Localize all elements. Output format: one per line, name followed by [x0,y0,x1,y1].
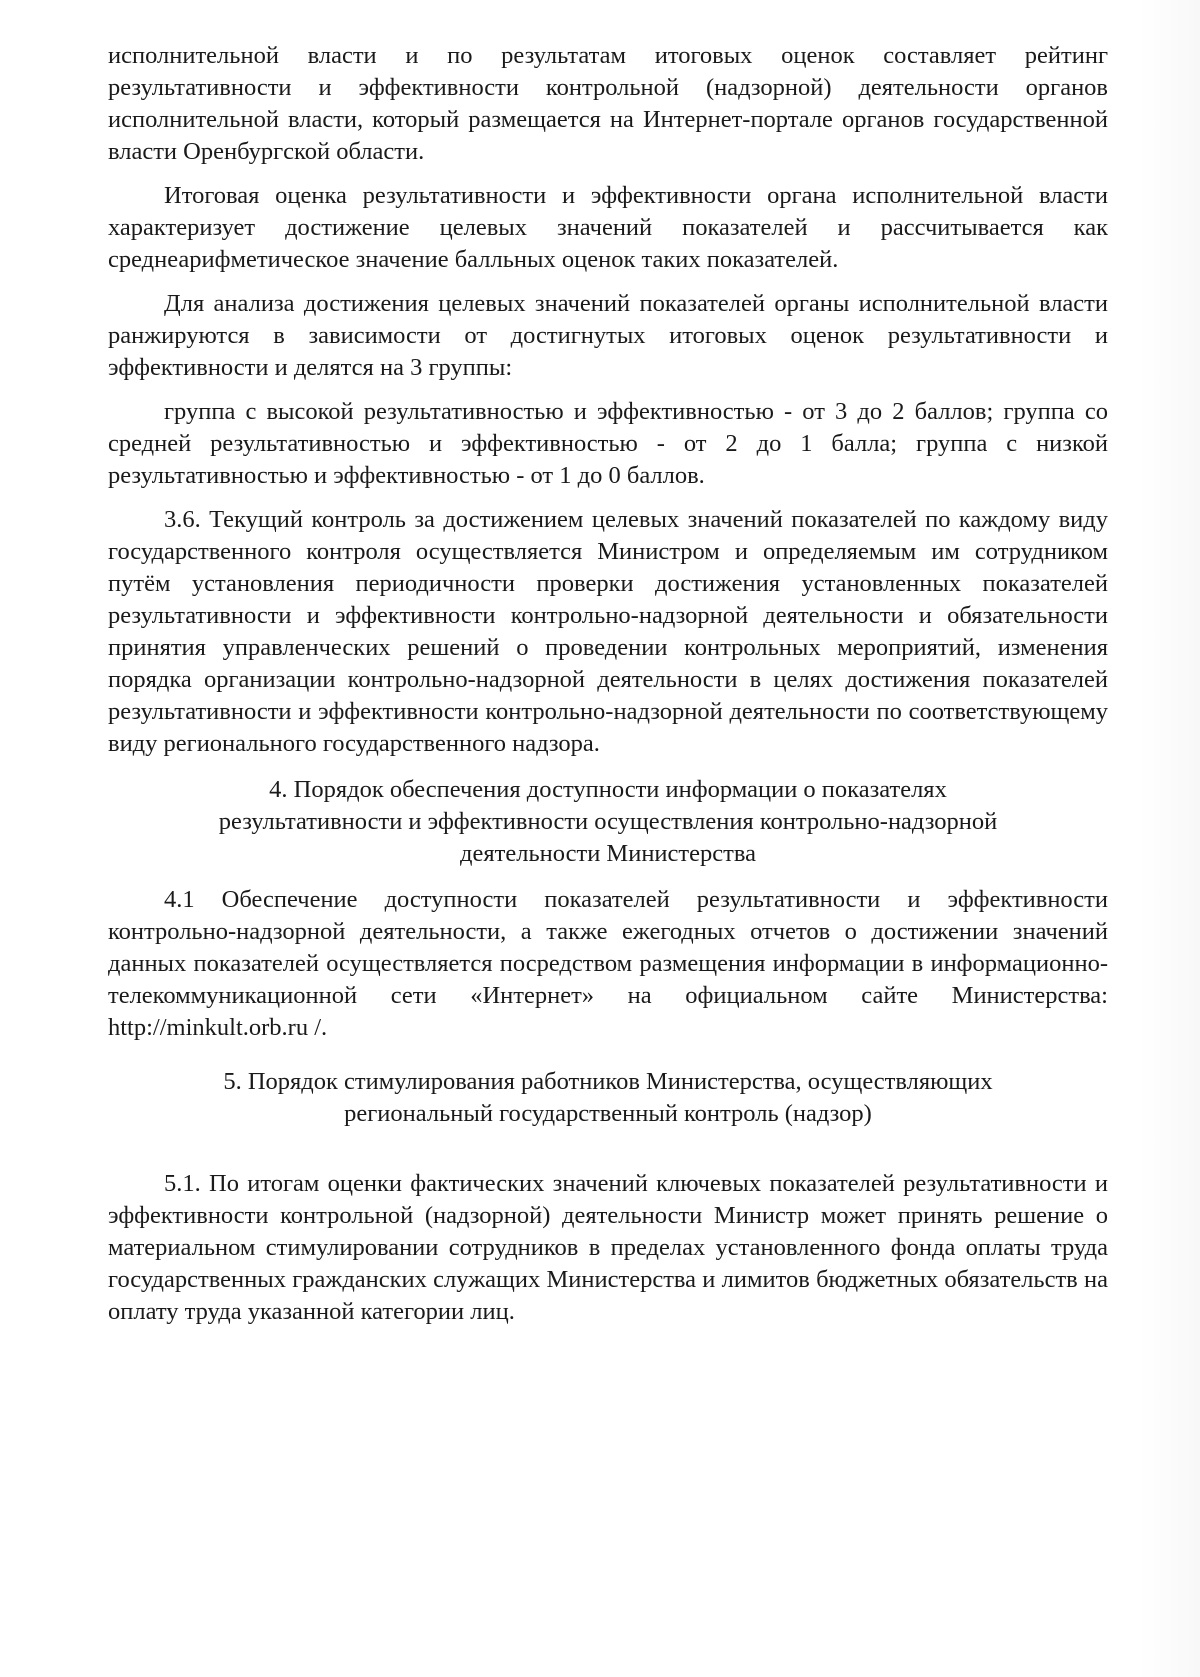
section-5-heading-line-1: 5. Порядок стимулирования работников Министерства, осуществляющих [223,1068,993,1095]
section-4-heading-line-1: 4. Порядок обеспечения доступности информации о показателях [269,776,947,803]
scan-edge-shadow [1140,0,1200,1677]
paragraph-3-6-control: 3.6. Текущий контроль за достижением целевых значений показателей по каждому виду государственного контроля осуществляется Министром и определяемым им сотрудником путём установления периодичности проверки достижения установленных показателей результативности и эффективности контрольно-надзорной деятельности и обязательности принятия управленческих решений о проведении контрольных мероприятий, изменения порядка организации контрольно-надзорной деятельности в целях достижения показателей результативности и эффективности контрольно-надзорной деятельности по соответствующему виду регионального государственного надзора. [108,506,1108,757]
document-page [108,40,1108,1328]
paragraph-5-1-incentives: 5.1. По итогам оценки фактических значений ключевых показателей результативности и эффективности контрольной (надзорной) деятельности Министр может принять решение о материальном стимулировании сотрудников в пределах установленного фонда оплаты труда государственных гражданских служащих Министерства и лимитов бюджетных обязательств на оплату труда указанной категории лиц. [108,1170,1108,1325]
section-4-heading-line-3: деятельности Министерства [460,840,756,867]
paragraph-4-1-availability: 4.1 Обеспечение доступности показателей результативности и эффективности контрольно-надзорной деятельности, а также ежегодных отчетов о достижении значений данных показателей осуществляется посредством размещения информации в информационно-телекоммуникационной сети «Интернет» на официальном сайте Министерства: http://minkult.orb.ru /. [108,886,1108,1041]
paragraph-rating: исполнительной власти и по результатам итоговых оценок составляет рейтинг результативности и эффективности контрольной (надзорной) деятельности органов исполнительной власти, который размещается на Интернет-портале органов государственной власти Оренбургской области. [108,42,1108,165]
paragraph-groups: группа с высокой результативностью и эффективностью - от 3 до 2 баллов; группа со средней результативностью и эффективностью - от 2 до 1 балла; группа с низкой результативностью и эффективностью - от 1 до 0 баллов. [108,398,1108,489]
paragraph-ranking: Для анализа достижения целевых значений показателей органы исполнительной власти ранжируются в зависимости от достигнутых итоговых оценок результативности и эффективности и делятся на 3 группы: [108,290,1108,381]
section-4-heading-line-2: результативности и эффективности осуществления контрольно-надзорной [218,808,998,835]
section-5-heading [108,1066,1108,1130]
section-4-heading [108,774,1108,870]
section-5-heading-line-2: региональный государственный контроль (надзор) [344,1100,872,1127]
paragraph-final-score: Итоговая оценка результативности и эффективности органа исполнительной власти характеризует достижение целевых значений показателей и рассчитывается как среднеарифметическое значение балльных оценок таких показателей. [108,182,1108,273]
